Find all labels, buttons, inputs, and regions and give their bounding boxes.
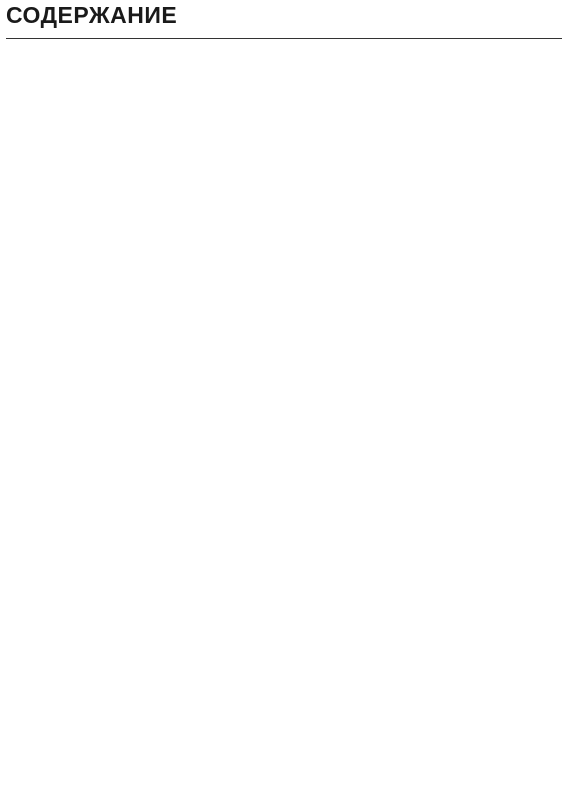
page-title: СОДЕРЖАНИЕ — [6, 2, 178, 28]
title-rule — [6, 38, 562, 39]
